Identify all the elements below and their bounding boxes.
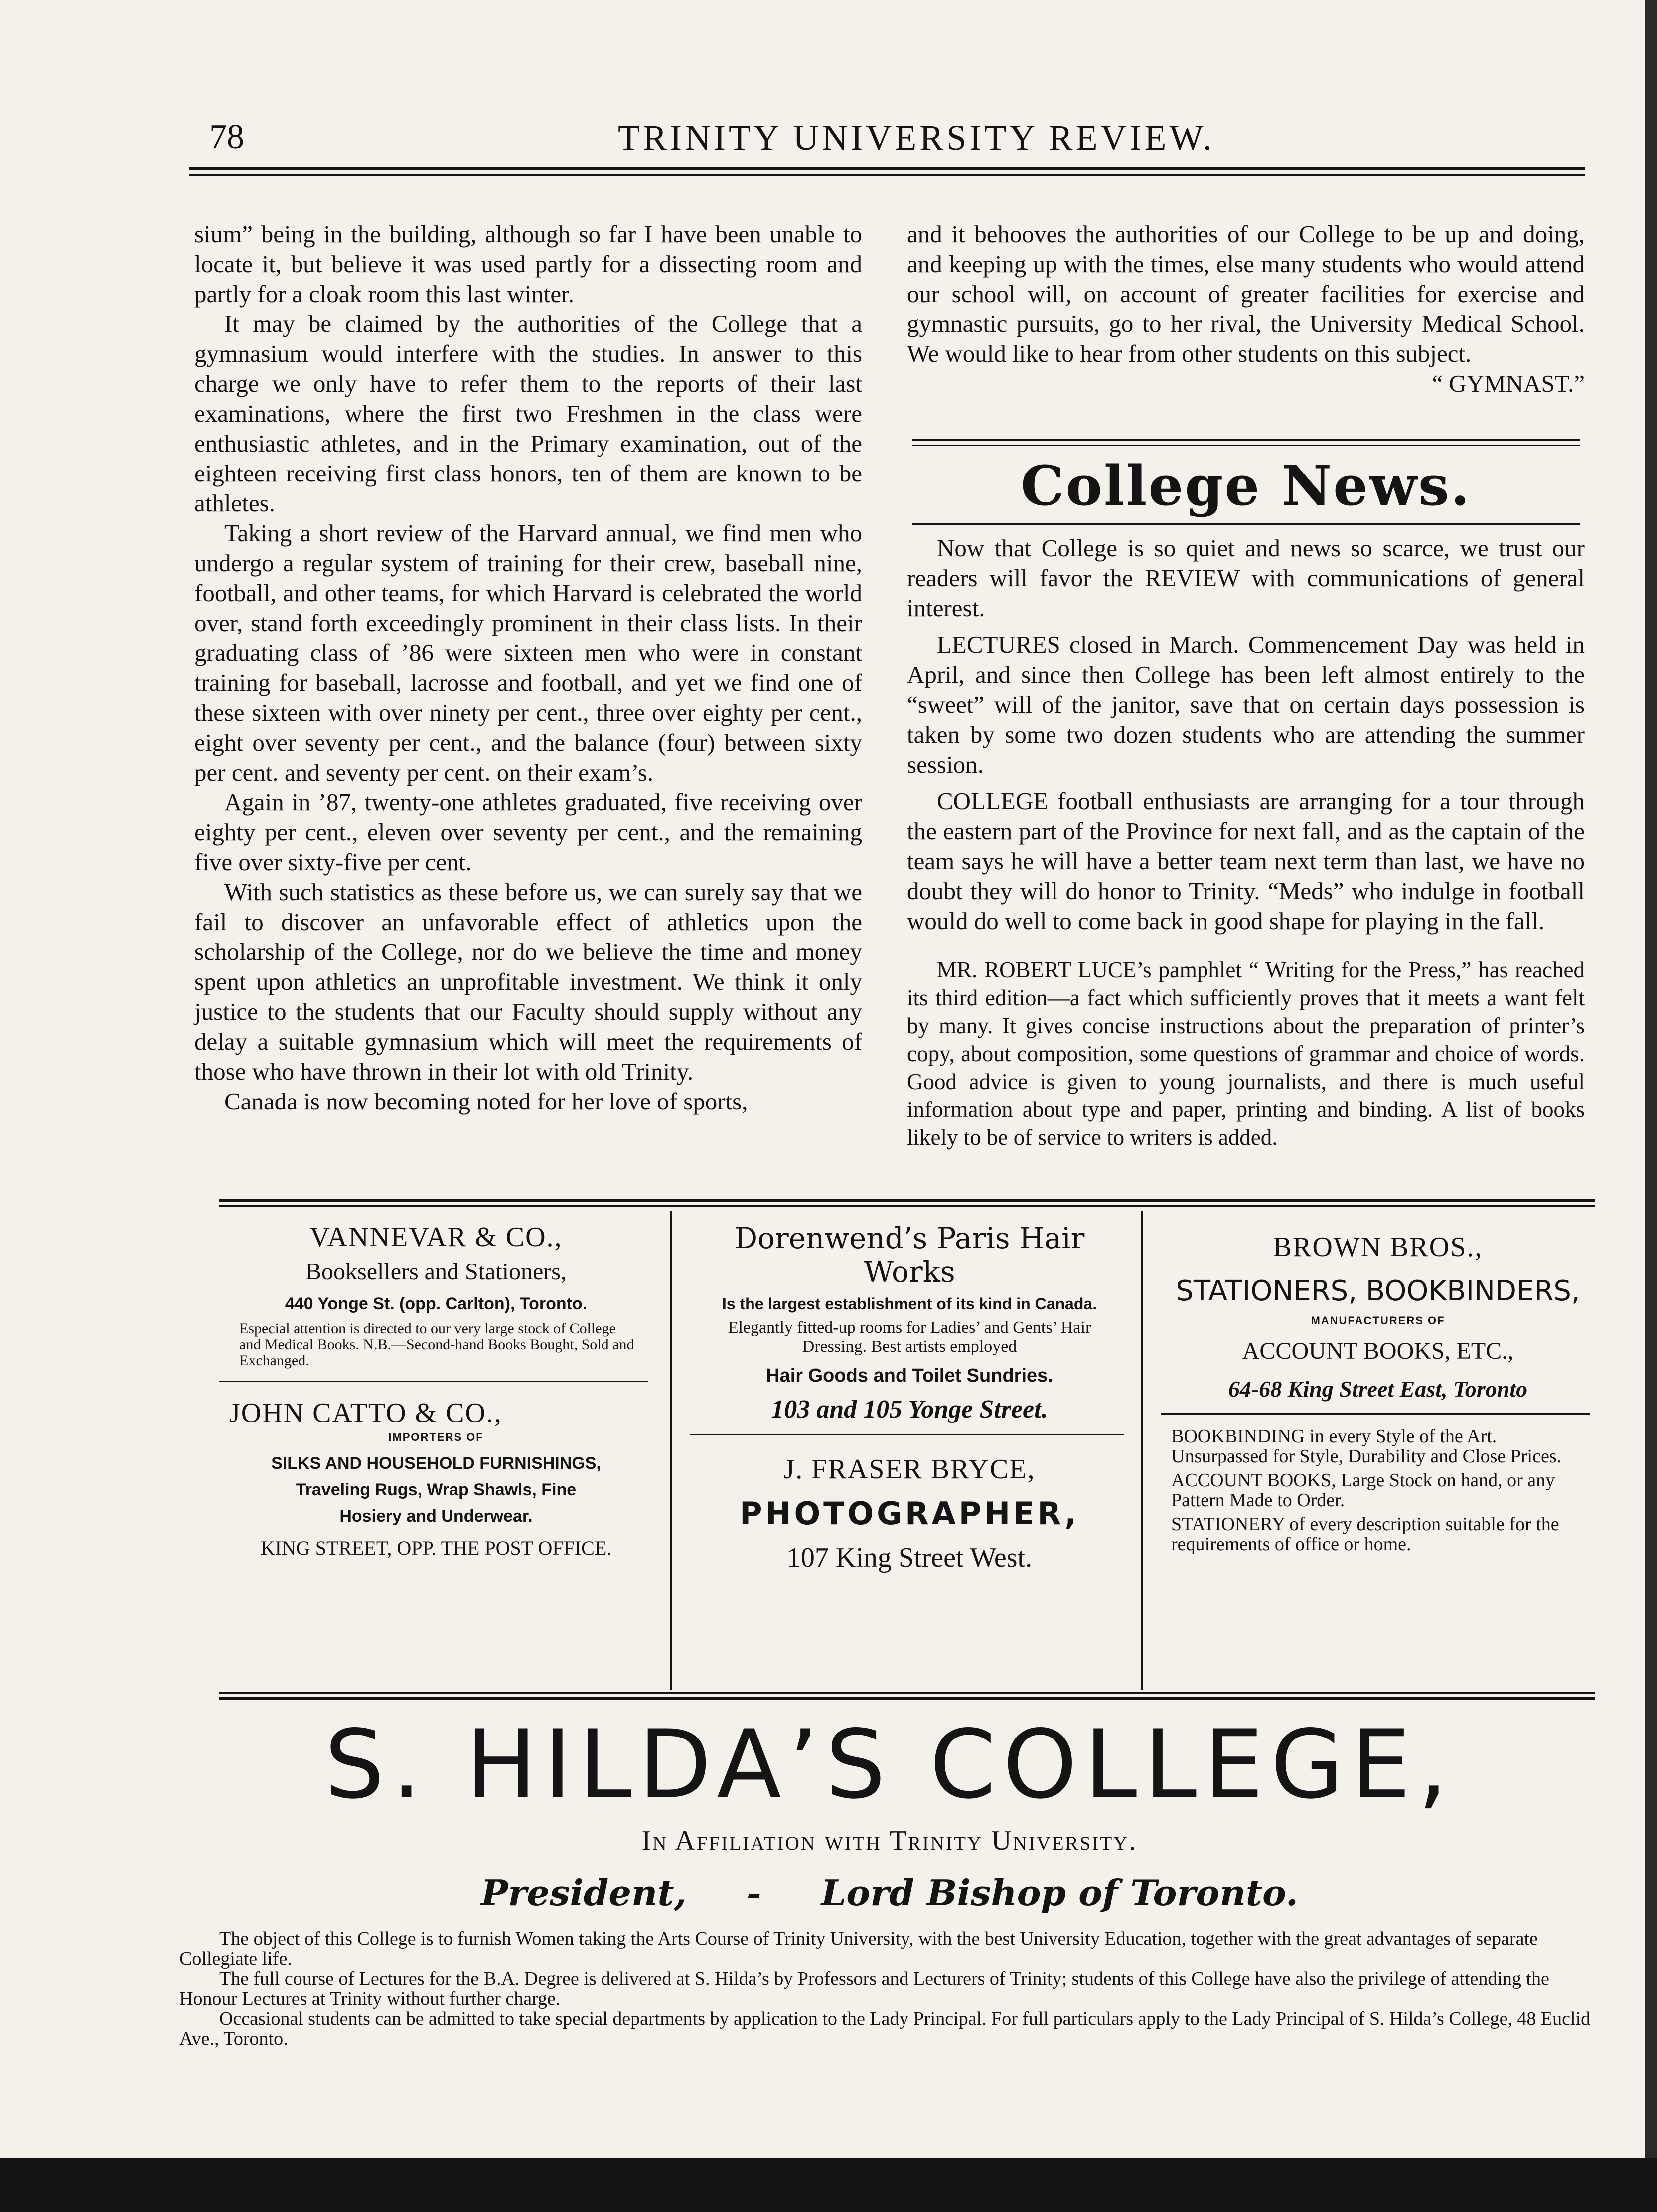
ad-address: 107 King Street West. (786, 1542, 1033, 1573)
header-rule-thick (189, 167, 1585, 170)
news-heading: College News. (1020, 454, 1472, 518)
page-number: 78 (209, 118, 244, 156)
news-paragraph: MR. ROBERT LUCE’s pamphlet “ Writing for the Press,” has reached its third edition—a fact which sufficiently proves that it meets a want felt by many. It gives concise instructions about the preparation of printer’s copy, about composition, some questions of grammar and choice of words. Good advice is given to young journalists, and there is much useful information about type and paper, printing and binding. A list of books likely to be of service to writers is added. (907, 957, 1585, 1150)
paragraph: sium” being in the building, although so far I have been unable to locate it, but believe it was used partly for a dissecting room and partly for a cloak room this last winter. (194, 220, 862, 308)
ad-address: KING STREET, OPP. THE POST OFFICE. (260, 1537, 612, 1559)
ad-address: 440 Yonge St. (opp. Carlton), Toronto. (285, 1294, 588, 1313)
paragraph: Again in ’87, twenty-one athletes graduated, five receiving over eighty per cent., eleven over seventy per cent., and the remaining five over sixty-five per cent. (194, 789, 862, 876)
ad-divider (670, 1211, 672, 1690)
signature: “ GYMNAST.” (1432, 370, 1585, 397)
ad-line: Elegantly fitted-up rooms for Ladies’ and Gents’ Hair Dressing. Best artists employed (728, 1318, 1091, 1356)
ad-name: JOHN CATTO & CO., (229, 1398, 502, 1428)
ad-dorenwend (690, 1211, 1129, 1574)
ad-rule (690, 1434, 1124, 1435)
ad-name: Dorenwend’s Paris Hair Works (734, 1221, 1085, 1289)
ad-item: ACCOUNT BOOKS, Large Stock on hand, or any Pattern Made to Order. (1171, 1470, 1555, 1511)
ad-rule (1161, 1413, 1590, 1415)
ad-item: BOOKBINDING in every Style of the Art. Unsurpassed for Style, Durability and Close Prices. (1171, 1426, 1562, 1467)
hilda-paragraph: Occasional students can be admitted to take special departments by application to the Lady Principal. For full particulars apply to the Lady Principal of S. Hilda’s College, 48 Euclid Ave., Toronto. (179, 2008, 1591, 2049)
hilda-subtitle: In Affiliation with Trinity University. (641, 1825, 1138, 1856)
ad-sub: IMPORTERS OF (388, 1431, 484, 1443)
ad-divider (1141, 1211, 1143, 1690)
ad-item: STATIONERY of every description suitable for the requirements of office or home. (1171, 1514, 1559, 1555)
hilda-advertisement (179, 1710, 1600, 2049)
paragraph: Taking a short review of the Harvard annual, we find men who undergo a regular system of training for their crew, baseball nine, football, and other teams, for which Harvard is celebrated the world over, stand forth exceedingly prominent in their class lists. In their graduating class of ’86 were sixteen men who were in constant training for baseball, lacrosse and football, and yet we find one of these sixteen with over ninety per cent., three over eighty per cent., eight over seventy per cent., and the balance (four) between sixty per cent. and seventy per cent. on their exam’s. (194, 519, 862, 786)
ads-rule-top (219, 1199, 1595, 1202)
hilda-paragraph: The object of this College is to furnish Women taking the Arts Course of Trinity University, with the best University Education, together with the great advantages of separate Collegiate life. (179, 1928, 1538, 1969)
ad-vannevar (219, 1211, 653, 1560)
ad-name: VANNEVAR & CO., (309, 1222, 563, 1253)
ad-address: 103 and 105 Yonge Street. (771, 1395, 1048, 1423)
ad-trade: Booksellers and Stationers, (305, 1259, 567, 1285)
ad-line: ACCOUNT BOOKS, ETC., (1242, 1338, 1514, 1364)
ads-rule-top-thin (219, 1205, 1595, 1207)
paragraph: and it behooves the authorities of our College to be up and doing, and keeping up with the times, else many students who would attend our school will, on account of greater facilities for exercise and gymnastic pursuits, go to her rival, the University Medical School. We would like to hear from other students on this subject. (907, 220, 1585, 367)
president-label: President, (481, 1872, 687, 1914)
ads-rule-bottom (219, 1692, 1595, 1694)
hilda-body (179, 1929, 1600, 2049)
paragraph: Canada is now becoming noted for her love of sports, (224, 1088, 748, 1115)
ads-rule-bottom-thick (219, 1697, 1595, 1700)
paragraph: It may be claimed by the authorities of the College that a gymnasium would interfere with the studies. In answer to this charge we only have to refer them to the reports of their last examinations, where the first two Freshmen in the class were enthusiastic athletes, and in the Primary examination, out of the eighteen receiving first class honors, ten of them are known to be athletes. (194, 310, 862, 517)
president-name: Lord Bishop of Toronto. (821, 1872, 1298, 1914)
news-paragraph: COLLEGE football enthusiasts are arranging for a tour through the eastern part of the Province for next fall, and as the captain of the team says he will have a better team next term than last, we have no doubt they will do honor to Trinity. “Meds” who indulge in football would do well to come back in good shape for playing in the fall. (907, 788, 1585, 935)
news-paragraph: LECTURES closed in March. Commencement Day was held in April, and since then College has been left almost entirely to the “sweet” will of the janitor, save that on certain days possession is taken by some two dozen students who are attending the summer session. (907, 631, 1585, 778)
hilda-president (179, 1872, 1600, 1914)
ad-trade: STATIONERS, BOOKBINDERS, (1176, 1275, 1580, 1307)
advertisements (219, 1211, 1595, 1690)
scan-border (0, 2158, 1657, 2212)
ad-line: Is the largest establishment of its kind in Canada. (722, 1295, 1097, 1313)
ad-address: 64-68 King Street East, Toronto (1228, 1376, 1528, 1402)
ad-name: J. FRASER BRYCE, (783, 1454, 1036, 1485)
ad-brown-bros (1161, 1211, 1595, 1554)
section-rule (912, 439, 1580, 441)
left-column (194, 219, 862, 1116)
news-paragraph: Now that College is so quiet and news so scarce, we trust our readers will favor the REVIEW with communications of general interest. (907, 534, 1585, 622)
hilda-title: S. HILDA’S COLLEGE, (324, 1710, 1455, 1820)
hilda-paragraph: The full course of Lectures for the B.A. Degree is delivered at S. Hilda’s by Professors and Lecturers of Trinity; students of this College have also the privilege of attending the Honour Lectures at Trinity without further charge. (179, 1968, 1549, 2009)
ad-line: Traveling Rugs, Wrap Shawls, Fine (296, 1480, 577, 1499)
ad-sub: MANUFACTURERS OF (1311, 1314, 1445, 1327)
page-header (209, 117, 1585, 162)
right-column-letter (907, 219, 1585, 399)
news-heading-rule (912, 523, 1580, 525)
page-edge-shadow (1645, 0, 1657, 2158)
paragraph: With such statistics as these before us, we can surely say that we fail to discover an unfavorable effect of athletics upon the scholarship of the College, nor do we believe the time and money spent upon athletics an unprofitable investment. We think it only justice to the students that our Faculty should supply without any delay a suitable gymnasium which will meet the requirements of those who have thrown in their lot with old Trinity. (194, 878, 862, 1085)
ad-trade: PHOTOGRAPHER, (740, 1495, 1079, 1532)
header-rule-thin (189, 174, 1585, 176)
news-column (907, 533, 1585, 1151)
ad-rule (219, 1381, 648, 1382)
ad-line: Hosiery and Underwear. (339, 1507, 533, 1526)
running-title: TRINITY UNIVERSITY REVIEW. (618, 118, 1215, 158)
section-rule (912, 445, 1580, 446)
ad-name: BROWN BROS., (1273, 1232, 1483, 1263)
ad-line: Hair Goods and Toilet Sundries. (766, 1365, 1053, 1386)
president-dash: - (746, 1872, 761, 1914)
ad-note: Especial attention is directed to our very large stock of College and Medical Books. N.B.—Second-hand Books Bought, Sold and Exchanged. (239, 1320, 634, 1369)
ad-line: SILKS AND HOUSEHOLD FURNISHINGS, (271, 1454, 601, 1473)
